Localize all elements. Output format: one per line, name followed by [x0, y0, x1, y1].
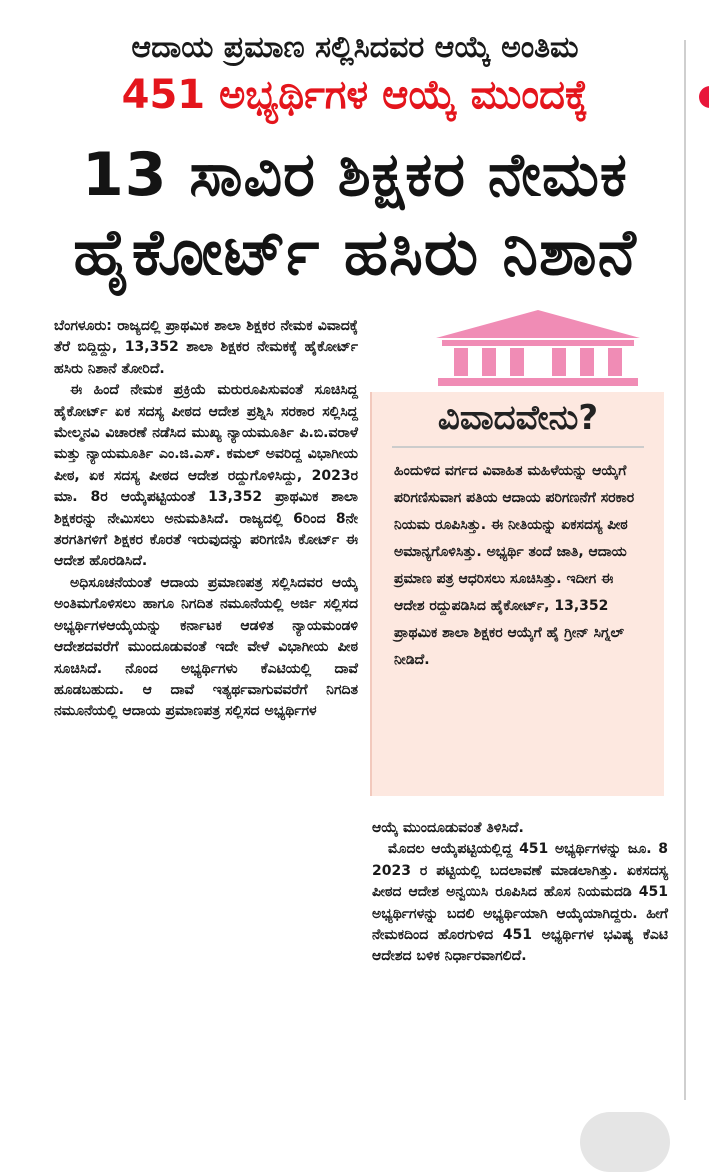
headline-kicker: ಆದಾಯ ಪ್ರಮಾಣ ಸಲ್ಲಿಸಿದವರ ಆಯ್ಕೆ ಅಂತಿಮ	[131, 30, 579, 65]
para-3: ಅಧಿಸೂಚನೆಯಂತೆ ಆದಾಯ ಪ್ರಮಾಣಪತ್ರ ಸಲ್ಲಿಸಿದವರ ಆಯ್ಕೆ ಅಂತಿಮಗೊಳಿಸಲು ಹಾಗೂ ನಿಗದಿತ ನಮೂನೆಯಲ್ಲಿ ಅರ್ಜಿ ಸಲ್ಲಿಸದ ಅಭ್ಯರ್ಥಿಗಳಆಯ್ಕೆಯನ್ನು ಕರ್ನಾಟಕ ಆಡಳಿತ ನ್ಯಾಯಮಂಡಳಿ ಆದೇಶದವರೆಗೆ ಮುಂದೂಡುವಂತೆ ಇದೇ ವೇಳೆ ವಿಭಾಗೀಯ ಪೀಠ ಸೂಚಿಸಿದೆ. ನೊಂದ ಅಭ್ಯರ್ಥಿಗಳು ಕೆಎಟಿಯಲ್ಲಿ ದಾವೆ ಹೂಡಬಹುದು. ಆ ದಾವೆ ಇತ್ಯರ್ಥವಾಗುವವರೆಗೆ ನಿಗದಿತ ನಮೂನೆಯಲ್ಲಿ ಆದಾಯ ಪ್ರಮಾಣಪತ್ರ ಸಲ್ಲಿಸದ ಅಭ್ಯರ್ಥಿಗಳ	[54, 574, 358, 720]
sidebar-box	[370, 392, 664, 796]
dateline: ಬೆಂಗಳೂರು:	[54, 318, 112, 334]
para-4: ಮೊದಲ ಆಯ್ಕೆಪಟ್ಟಿಯಲ್ಲಿದ್ದ 451 ಅಭ್ಯರ್ಥಿಗಳನ್ನು ಜೂ. 8 2023 ರ ಪಟ್ಟಿಯಲ್ಲಿ ಬದಲಾವಣೆ ಮಾಡಲಾಗಿತ್ತು. ಏಕಸದಸ್ಯ ಪೀಠದ ಆದೇಶ ಅನ್ವಯಿಸಿ ರೂಪಿಸಿದ ಹೊಸ ನಿಯಮದಡಿ 451 ಅಭ್ಯರ್ಥಿಗಳನ್ನು ಬದಲಿ ಅಭ್ಯರ್ಥಿಯಾಗಿ ಆಯ್ಕೆಯಾಗಿದ್ದರು. ಹೀಗೆ ನೇಮಕದಿಂದ ಹೊರಗುಳಿದ 451 ಅಭ್ಯರ್ಥಿಗಳ ಭವಿಷ್ಯ ಕೆಎಟಿ ಆದೇಶದ ಬಳಿಕ ನಿರ್ಧಾರವಾಗಲಿದೆ.	[372, 841, 668, 965]
headline-subhead: 451 ಅಭ್ಯರ್ಥಿಗಳ ಆಯ್ಕೆ ಮುಂದಕ್ಕೆ	[121, 72, 589, 118]
headline-main-line-1: 13 ಸಾವಿರ ಶಿಕ್ಷಕರ ನೇಮಕ	[82, 140, 628, 210]
para-1-text: ರಾಜ್ಯದಲ್ಲಿ ಪ್ರಾಥಮಿಕ ಶಾಲಾ ಶಿಕ್ಷಕರ ನೇಮಕ ವಿವಾದಕ್ಕೆ ತೆರೆ ಬಿದ್ದಿದ್ದು, 13,352 ಶಾಲಾ ಶಿಕ್ಷಕರ ನೇಮಕಕ್ಕೆ ಹೈಕೋರ್ಟ್ ಹಸಿರು ನಿಶಾನೆ ತೋರಿದೆ.	[54, 318, 358, 377]
article-lead-paragraph	[54, 316, 358, 380]
article-column-right	[372, 818, 668, 968]
para-3-continued: ಆಯ್ಕೆ ಮುಂದೂಡುವಂತೆ ತಿಳಿಸಿದೆ.	[372, 820, 524, 836]
para-2: ಈ ಹಿಂದೆ ನೇಮಕ ಪ್ರಕ್ರಿಯೆ ಮರುರೂಪಿಸುವಂತೆ ಸೂಚಿಸಿದ್ದ ಹೈಕೋರ್ಟ್ ಏಕ ಸದಸ್ಯ ಪೀಠದ ಆದೇಶ ಪ್ರಶ್ನಿಸಿ ಸರಕಾರ ಸಲ್ಲಿಸಿದ್ದ ಮೇಲ್ಮನವಿ ವಿಚಾರಣೆ ನಡೆಸಿದ ಮುಖ್ಯ ನ್ಯಾಯಮೂರ್ತಿ ಪಿ.ಬಿ.ವರಾಳೆ ಮತ್ತು ನ್ಯಾಯಮೂರ್ತಿ ಎಂ.ಜಿ.ಎಸ್. ಕಮಲ್ ಅವರಿದ್ದ ವಿಭಾಗೀಯ ಪೀಠ, ಏಕ ಸದಸ್ಯ ಪೀಠದ ಆದೇಶ ರದ್ದುಗೊಳಿಸಿದ್ದು, 2023ರ ಮಾ. 8ರ ಆಯ್ಕೆಪಟ್ಟಿಯಂತೆ 13,352 ಪ್ರಾಥಮಿಕ ಶಾಲಾ ಶಿಕ್ಷಕರನ್ನು ನೇಮಿಸಲು ಅನುಮತಿಸಿದೆ. ರಾಜ್ಯದಲ್ಲಿ 6ರಿಂದ 8ನೇ ತರಗತಿಗಳಿಗೆ ಶಿಕ್ಷಕರ ಕೊರತೆ ಇರುವುದನ್ನು ಪರಿಗಣಿಸಿ ಕೋರ್ಟ್ ಈ ಆದೇಶ ಹೊರಡಿಸಿದೆ.	[54, 382, 358, 570]
courthouse-icon	[430, 308, 646, 390]
column-divider	[684, 40, 686, 1100]
red-edge-marker	[699, 86, 709, 108]
article-column-left	[54, 316, 358, 723]
sidebar-divider	[392, 446, 644, 448]
sidebar-title: ವಿವಾದವೇನು?	[437, 398, 599, 438]
headline-main-line-2: ಹೈಕೋರ್ಟ್ ಹಸಿರು ನಿಶಾನೆ	[73, 216, 637, 290]
sidebar-body: ಹಿಂದುಳಿದ ವರ್ಗದ ವಿವಾಹಿತ ಮಹಿಳೆಯನ್ನು ಆಯ್ಕೆಗೆ ಪರಿಗಣಿಸುವಾಗ ಪತಿಯ ಆದಾಯ ಪರಿಗಣನೆಗೆ ಸರಕಾರ ನಿಯಮ ರೂಪಿಸಿತ್ತು. ಈ ನೀತಿಯನ್ನು ಏಕಸದಸ್ಯ ಪೀಠ ಅಮಾನ್ಯಗೊಳಿಸಿತ್ತು. ಅಭ್ಯರ್ಥಿ ತಂದೆ ಜಾತಿ, ಆದಾಯ ಪ್ರಮಾಣ ಪತ್ರ ಆಧರಿಸಲು ಸೂಚಿಸಿತ್ತು. ಇದೀಗ ಈ ಆದೇಶ ರದ್ದುಪಡಿಸಿದ ಹೈಕೋರ್ಟ್, 13,352 ಪ್ರಾಥಮಿಕ ಶಾಲಾ ಶಿಕ್ಷಕರ ಆಯ್ಕೆಗೆ ಹೈ ಗ್ರೀನ್ ಸಿಗ್ನಲ್ ನೀಡಿದೆ.	[394, 463, 635, 668]
gray-corner-shape	[580, 1112, 670, 1172]
